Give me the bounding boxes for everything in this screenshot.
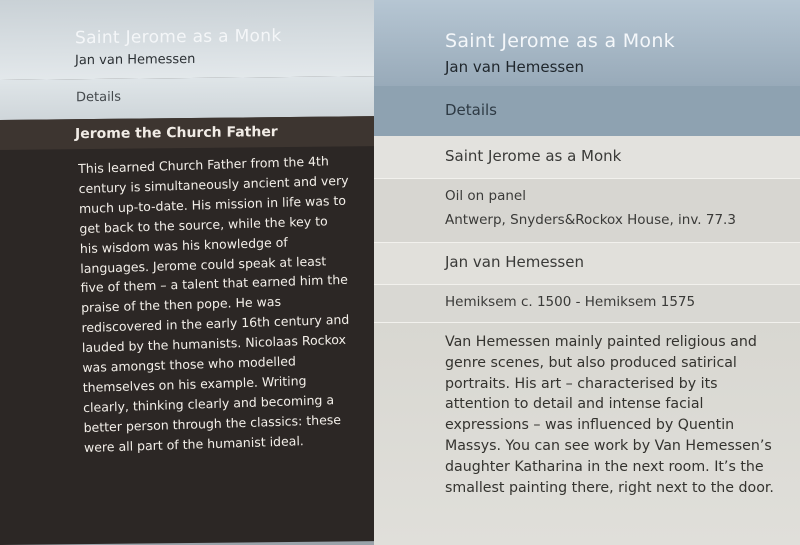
row-divider bbox=[374, 178, 800, 179]
left-section-heading: Jerome the Church Father bbox=[75, 124, 278, 143]
artwork-title-value: Saint Jerome as a Monk bbox=[445, 147, 622, 165]
details-row-artist bbox=[374, 242, 800, 284]
row-divider bbox=[374, 284, 800, 285]
medium-value: Oil on panel bbox=[445, 188, 526, 204]
life-dates-value: Hemiksem c. 1500 - Hemiksem 1575 bbox=[445, 294, 696, 310]
right-screen bbox=[374, 0, 800, 545]
artist-name-value: Jan van Hemessen bbox=[445, 253, 584, 271]
left-details-tab[interactable] bbox=[0, 76, 374, 120]
right-details-label[interactable]: Details bbox=[445, 101, 498, 119]
location-value: Antwerp, Snyders&Rockox House, inv. 77.3 bbox=[445, 212, 736, 228]
left-screen bbox=[0, 0, 374, 545]
right-artwork-title: Saint Jerome as a Monk bbox=[445, 30, 675, 52]
artist-bio-text: Van Hemessen mainly painted religious and genre scenes, but also produced satirical portraits. His art – characterised by its attention to detail and intense facial expressions – was influenced by Quentin Massys. You can see work by Van Hemessen’s daughter Katharina in the next room. It’s the smallest painting there, right next to the door. bbox=[445, 334, 774, 496]
left-artist-name: Jan van Hemessen bbox=[75, 51, 196, 69]
left-details-label[interactable]: Details bbox=[76, 89, 122, 106]
left-artwork-title: Saint Jerome as a Monk bbox=[75, 26, 282, 49]
left-body-text: This learned Church Father from the 4th century is simultaneously ancient and very much up-to-date. His mission in life was to get back to the source, while the key to his wisdom was his knowledge of languages. Jerome could speak at least five of them – a talent that earned him the praise of the then pope. He was rediscovered in the early 16th century and lauded by the humanists. Nicolaas Rockox was amongst those who modelled themselves on his example. Writing clearly, thinking clearly and becoming a better person through the classics: these were all part of the humanist ideal. bbox=[78, 153, 350, 455]
right-details-tab[interactable] bbox=[374, 86, 800, 136]
row-divider bbox=[374, 242, 800, 243]
right-artist-name: Jan van Hemessen bbox=[445, 58, 584, 76]
details-row-medium bbox=[374, 178, 800, 242]
row-divider bbox=[374, 322, 800, 323]
